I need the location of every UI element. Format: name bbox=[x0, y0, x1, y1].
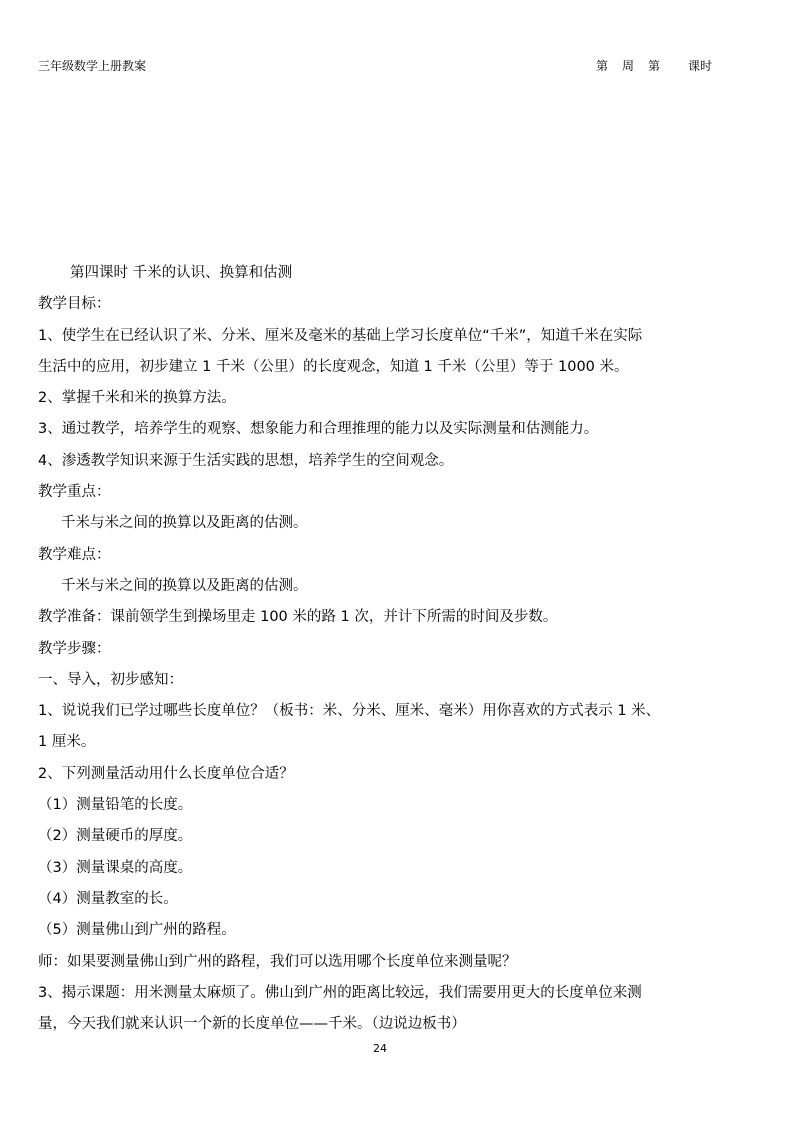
section-1-heading: 一、导入，初步感知： bbox=[38, 671, 183, 688]
question-3-line-2: 量，今天我们就来认识一个新的长度单位——千米。（边说边板书） bbox=[38, 1016, 466, 1033]
key-points-text: 千米与米之间的换算以及距离的估测。 bbox=[61, 515, 308, 532]
document-body bbox=[38, 258, 718, 1040]
question-1-line-2: 1 厘米。 bbox=[38, 734, 96, 751]
header-week-label: 第 bbox=[596, 59, 609, 73]
preparation-text: 教学准备：课前领学生到操场里走 100 米的路 1 次，并计下所需的时间及步数。 bbox=[38, 609, 558, 626]
difficulties-text: 千米与米之间的换算以及距离的估测。 bbox=[61, 577, 308, 594]
header-course-title: 三年级数学上册教案 bbox=[38, 59, 147, 73]
header-lesson-label: 第 bbox=[648, 59, 661, 73]
steps-heading: 教学步骤： bbox=[38, 640, 111, 657]
objective-item-4: 4、渗透教学知识来源于生活实践的思想，培养学生的空间观念。 bbox=[38, 452, 454, 469]
question-2: 2、下列测量活动用什么长度单位合适？ bbox=[38, 765, 294, 782]
objective-item-1-line-1: 1、使学生在已经认识了米、分米、厘米及毫米的基础上学习长度单位“千米”，知道千米在实际 bbox=[38, 327, 643, 344]
activity-item: （3）测量课桌的高度。 bbox=[38, 859, 193, 876]
objective-item-1-line-2: 生活中的应用，初步建立 1 千米（公里）的长度观念，知道 1 千米（公里）等于 1000 米。 bbox=[38, 358, 629, 375]
objective-item-2: 2、掌握千米和米的换算方法。 bbox=[38, 390, 236, 407]
question-3-line-1: 3、揭示课题：用米测量太麻烦了。佛山到广州的距离比较远，我们需要用更大的长度单位来测 bbox=[38, 984, 642, 1001]
header-week-lesson bbox=[596, 58, 712, 74]
difficulties-heading: 教学难点： bbox=[38, 546, 111, 563]
activity-item: （5）测量佛山到广州的路程。 bbox=[38, 922, 236, 939]
activity-item: （2）测量硬币的厚度。 bbox=[38, 828, 193, 845]
header-week-unit: 周 bbox=[622, 59, 635, 73]
objective-item-3: 3、通过教学，培养学生的观察、想象能力和合理推理的能力以及实际测量和估测能力。 bbox=[38, 421, 599, 438]
header-lesson-unit: 课时 bbox=[688, 59, 713, 73]
activity-item: （1）测量铅笔的长度。 bbox=[38, 797, 193, 814]
question-1-line-1: 1、说说我们已学过哪些长度单位？（板书：米、分米、厘米、毫米）用你喜欢的方式表示 1 米、 bbox=[38, 703, 661, 720]
objectives-heading: 教学目标： bbox=[38, 296, 111, 313]
teacher-question: 师：如果要测量佛山到广州的路程，我们可以选用哪个长度单位来测量呢？ bbox=[38, 953, 517, 970]
page-number: 24 bbox=[373, 1042, 387, 1055]
activity-item: （4）测量教室的长。 bbox=[38, 890, 178, 907]
key-points-heading: 教学重点： bbox=[38, 484, 111, 501]
lesson-title: 第四课时 千米的认识、换算和估测 bbox=[70, 265, 293, 281]
